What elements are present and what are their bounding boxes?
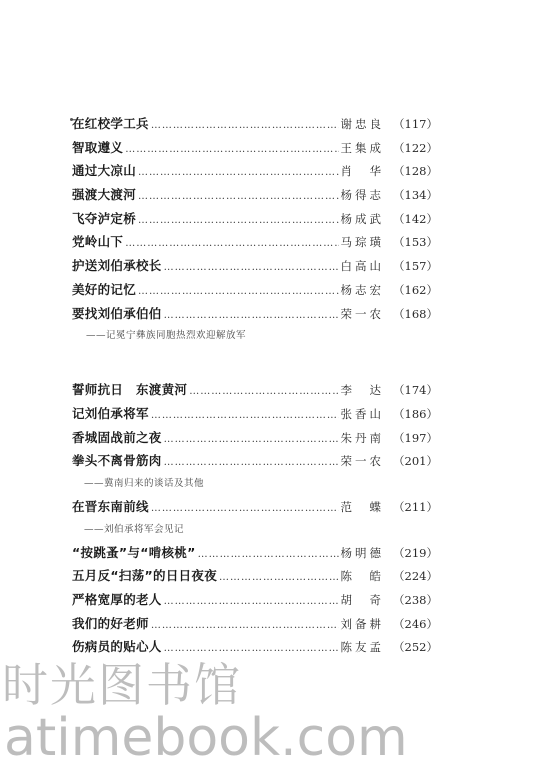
- toc-entry[interactable]: [72, 114, 438, 138]
- dot-leader: [151, 410, 339, 421]
- entry-author: 白高山: [340, 259, 384, 274]
- dot-leader: [164, 643, 339, 654]
- entry-page: （142）: [393, 211, 438, 226]
- entry-page: （252）: [393, 640, 438, 655]
- toc-entry[interactable]: [72, 304, 438, 328]
- dot-leader: [164, 457, 339, 468]
- toc-entry[interactable]: [72, 256, 438, 280]
- entry-title: 香城固战前之夜: [72, 429, 162, 445]
- entry-page: （186）: [393, 406, 438, 421]
- entry-author: 陈 皓: [340, 569, 384, 584]
- dot-leader: [138, 167, 338, 178]
- dot-leader: [189, 386, 338, 397]
- toc-entry[interactable]: [72, 209, 438, 233]
- dot-leader: [151, 120, 339, 131]
- entry-subtitle: ——刘伯承将军会见记: [84, 523, 185, 535]
- entry-page: （224）: [393, 569, 438, 584]
- watermark: [0, 660, 533, 766]
- toc-entry[interactable]: [72, 380, 438, 404]
- toc-entry[interactable]: [72, 138, 438, 162]
- toc-entry[interactable]: [72, 185, 438, 209]
- entry-page: （122）: [393, 140, 438, 155]
- entry-title: 护送刘伯承校长: [72, 258, 162, 274]
- entry-page: （197）: [393, 430, 438, 445]
- entry-title: 拳头不离骨筋肉: [72, 453, 162, 469]
- entry-page: （174）: [393, 383, 438, 398]
- entry-title: 强渡大渡河: [72, 187, 137, 203]
- toc-entry[interactable]: [72, 161, 438, 185]
- section-gap: [72, 349, 438, 380]
- entry-page: （238）: [393, 593, 438, 607]
- entry-subtitle: ——冀南归来的谈话及其他: [84, 477, 205, 489]
- entry-author: 杨志宏: [340, 282, 384, 297]
- entry-author: 胡 奇: [340, 593, 384, 607]
- entry-page: （168）: [393, 306, 438, 321]
- entry-author: 肖 华: [340, 164, 384, 179]
- entry-author: 刘备耕: [340, 616, 384, 631]
- entry-title: 在红校学工兵: [72, 116, 149, 131]
- entry-title: 五月反“扫荡”的日日夜夜: [72, 568, 218, 584]
- dot-leader: [164, 310, 339, 321]
- entry-page: （219）: [393, 545, 438, 560]
- entry-page: （246）: [393, 616, 438, 631]
- watermark-chinese: 时光图书馆: [2, 658, 242, 712]
- dot-leader: [151, 620, 339, 631]
- entry-author: 李 达: [340, 383, 384, 398]
- toc-entry[interactable]: [72, 497, 438, 521]
- entry-author: 杨得志: [340, 188, 384, 203]
- entry-title: 我们的好老师: [72, 615, 149, 631]
- entry-title: 伤病员的贴心人: [72, 639, 162, 655]
- entry-author: 范 蝶: [340, 499, 384, 514]
- dot-leader: [198, 549, 339, 560]
- entry-title: 严格宽厚的老人: [72, 592, 162, 607]
- toc-entry[interactable]: [72, 280, 438, 304]
- entry-title: “按跳蚤”与“啃核桃”: [72, 544, 196, 560]
- dot-leader: [151, 503, 339, 514]
- entry-page: （157）: [393, 259, 438, 274]
- dot-leader: [164, 434, 339, 445]
- watermark-url: atimebook.com: [4, 708, 408, 768]
- entry-page: （117）: [393, 117, 438, 131]
- table-of-contents: [72, 114, 438, 661]
- toc-entry[interactable]: [72, 614, 438, 638]
- entry-title: 要找刘伯承伯伯: [72, 305, 162, 321]
- entry-title: 美好的记忆: [72, 281, 137, 297]
- entry-page: （134）: [393, 188, 438, 203]
- dot-leader: [138, 215, 338, 226]
- entry-author: 谢忠良: [340, 117, 384, 131]
- toc-entry[interactable]: [72, 566, 438, 590]
- dot-leader: [164, 596, 339, 607]
- entry-title: 在晋东南前线: [72, 498, 149, 514]
- toc-entry[interactable]: [72, 232, 438, 256]
- entry-page: （201）: [393, 454, 438, 469]
- entry-title: 党岭山下: [72, 234, 124, 250]
- entry-author: 朱丹南: [340, 430, 384, 445]
- entry-page: （162）: [393, 282, 438, 297]
- toc-entry[interactable]: [72, 543, 438, 567]
- dot-leader: [125, 238, 338, 249]
- dot-leader: [164, 262, 339, 273]
- entry-author: 王集成: [340, 140, 384, 155]
- entry-title: 智取遵义: [72, 139, 124, 155]
- entry-author: 荣一农: [340, 306, 384, 321]
- entry-author: 陈友孟: [340, 640, 384, 655]
- entry-title: 誓师抗日 东渡黄河: [72, 382, 188, 398]
- toc-entry[interactable]: [72, 428, 438, 452]
- entry-title: 通过大凉山: [72, 163, 137, 179]
- entry-page: （153）: [393, 235, 438, 250]
- entry-author: 马琮璜: [340, 235, 384, 250]
- entry-title: 飞夺泸定桥: [72, 210, 137, 226]
- entry-author: 张香山: [340, 406, 384, 421]
- dot-leader: [138, 191, 338, 202]
- entry-subtitle: ——记冕宁彝族同胞热烈欢迎解放军: [86, 330, 247, 342]
- entry-page: （211）: [393, 499, 438, 514]
- dot-leader: [219, 572, 338, 583]
- entry-author: 荣一农: [340, 454, 384, 469]
- entry-page: （128）: [393, 164, 438, 179]
- dot-leader: [138, 286, 338, 297]
- entry-author: 杨明德: [340, 545, 384, 560]
- toc-entry[interactable]: [72, 451, 438, 475]
- entry-author: 杨成武: [340, 211, 384, 226]
- toc-entry[interactable]: [72, 404, 438, 428]
- toc-entry[interactable]: [72, 590, 438, 614]
- entry-title: 记刘伯承将军: [72, 405, 149, 421]
- dot-leader: [125, 144, 338, 155]
